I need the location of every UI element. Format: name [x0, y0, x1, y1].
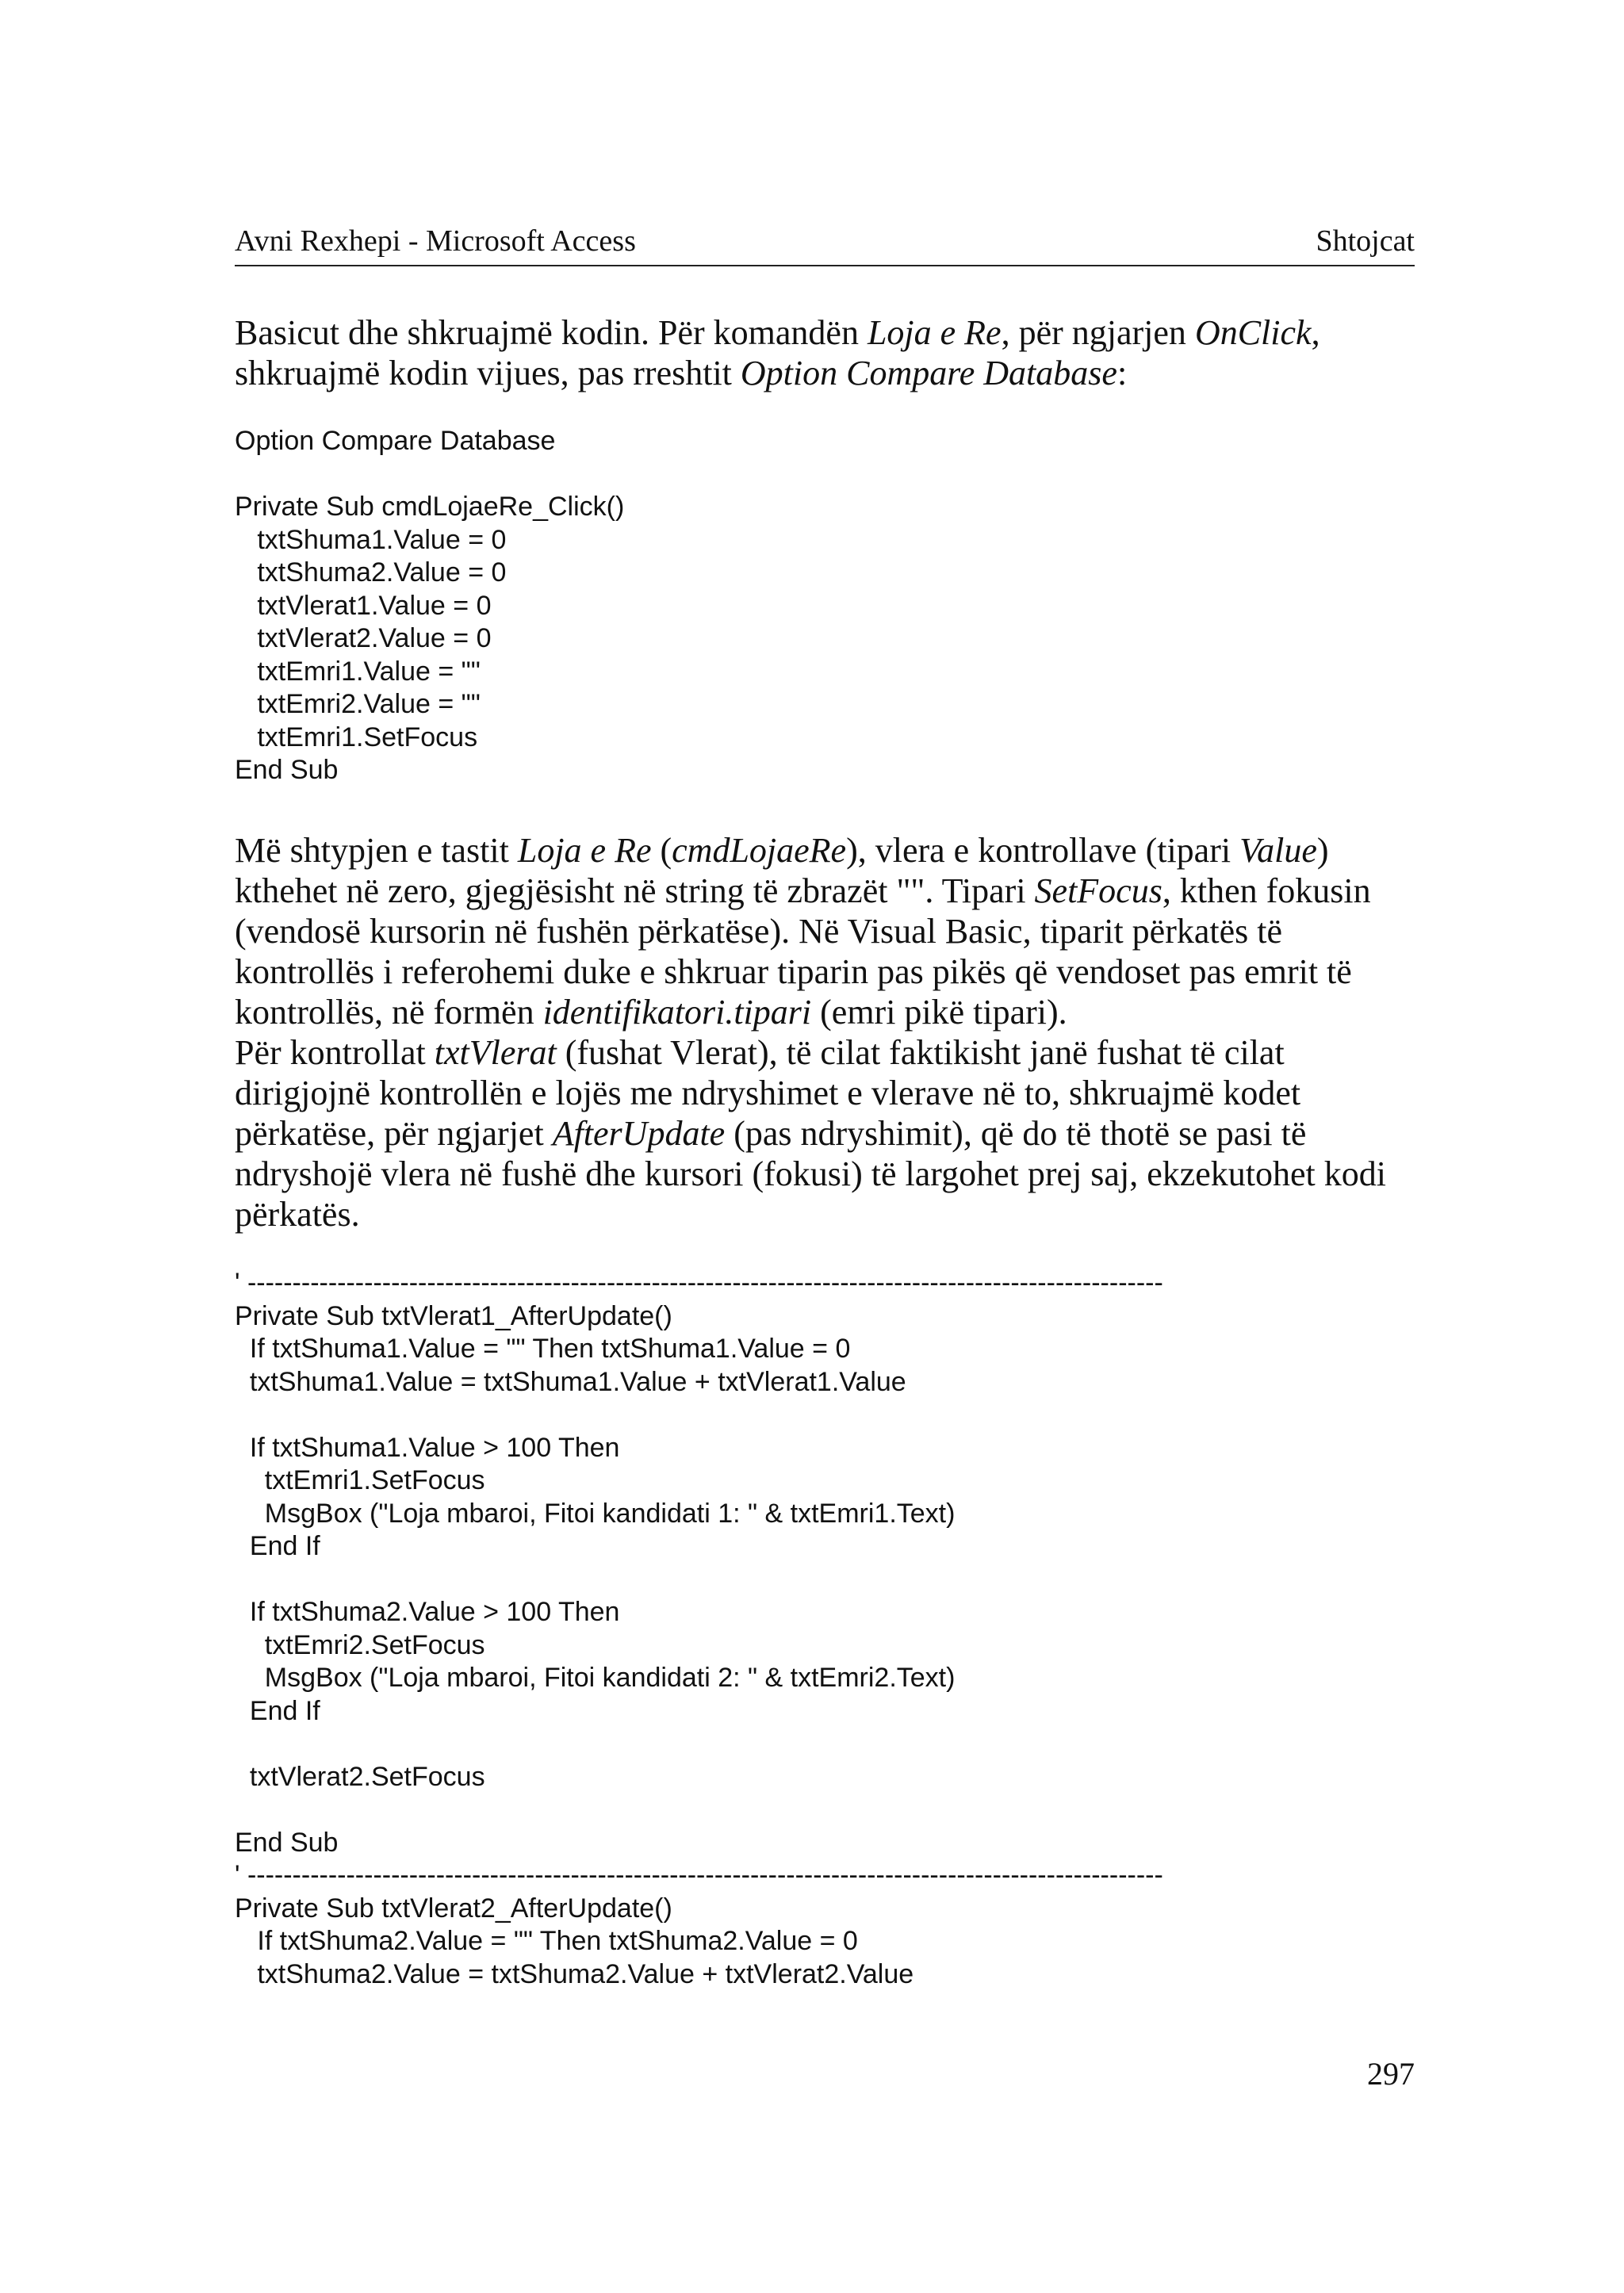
text-span: shkruajmë kodin vijues, pas rreshtit [235, 354, 741, 392]
text-span: , për ngjarjen [1001, 313, 1195, 352]
code-line: txtShuma1.Value = 0 [235, 524, 507, 555]
explanation-paragraph-1 [235, 830, 1424, 1032]
code-block-2 [235, 1267, 1424, 1991]
text-span: kthehet në zero, gjegjësisht në string të zbrazët "". Tipari [235, 871, 1035, 910]
code-line: txtEmri1.SetFocus [235, 1465, 485, 1495]
code-line [235, 1793, 1424, 1827]
code-line: ' ------------------------------------------------------------------------------------------------------ [235, 1268, 1163, 1298]
code-line: MsgBox ("Loja mbaroi, Fitoi kandidati 1: " & txtEmri1.Text) [235, 1498, 956, 1529]
code-line: Private Sub cmdLojaeRe_Click() [235, 492, 625, 522]
code-line: Private Sub txtVlerat1_AfterUpdate() [235, 1300, 672, 1331]
code-line: End Sub [235, 1827, 339, 1858]
italic-span: OnClick [1194, 313, 1312, 352]
code-block-1 [235, 425, 1424, 787]
text-span: (pas ndryshimit), që do të thotë se pasi të [725, 1114, 1307, 1153]
code-line: txtEmri2.Value = "" [235, 689, 481, 719]
code-line: If txtShuma2.Value = "" Then txtShuma2.Value = 0 [235, 1926, 858, 1956]
code-line: If txtShuma2.Value > 100 Then [235, 1597, 620, 1627]
text-span: përkatës. [235, 1195, 360, 1234]
text-span: (fushat Vlerat), të cilat faktikisht janë fushat të cilat [556, 1033, 1285, 1072]
text-span: , kthen fokusin [1162, 871, 1371, 910]
text-span: : [1116, 354, 1128, 392]
text-span: (emri pikë tipari). [811, 993, 1067, 1032]
text-span: ndryshojë vlera në fushë dhe kursori (fokusi) të largohet prej saj, ekzekutohet kodi [235, 1154, 1386, 1193]
italic-span: cmdLojaeRe [672, 831, 847, 870]
page-number: 297 [1367, 2056, 1415, 2092]
code-line: If txtShuma1.Value > 100 Then [235, 1432, 620, 1463]
code-line: If txtShuma1.Value = "" Then txtShuma1.Value = 0 [235, 1334, 851, 1364]
code-line [235, 1728, 1424, 1761]
code-line: txtShuma1.Value = txtShuma1.Value + txtVlerat1.Value [235, 1366, 906, 1397]
code-line: Private Sub txtVlerat2_AfterUpdate() [235, 1893, 672, 1924]
code-line [235, 458, 1424, 492]
code-line: End If [235, 1695, 320, 1726]
code-line: txtVlerat2.Value = 0 [235, 623, 492, 653]
italic-span: AfterUpdate [552, 1114, 726, 1153]
text-span: Më shtypjen e tastit [235, 831, 518, 870]
explanation-paragraph-2 [235, 1032, 1424, 1235]
italic-span: Loja e Re [517, 831, 652, 870]
italic-span: txtVlerat [434, 1033, 557, 1072]
header-section: Shtojcat [1316, 224, 1415, 258]
text-span: kontrollës, në formën [235, 993, 543, 1032]
code-line [235, 1399, 1424, 1432]
running-header [235, 224, 1415, 266]
code-line: txtEmri2.SetFocus [235, 1629, 485, 1660]
text-span: Basicut dhe shkruajmë kodin. Për komandën [235, 313, 868, 352]
code-line: txtVlerat1.Value = 0 [235, 590, 492, 621]
code-line: End If [235, 1531, 320, 1561]
code-line: Option Compare Database [235, 426, 556, 456]
italic-span: Value [1239, 831, 1317, 870]
text-span: ) [1316, 831, 1329, 870]
text-span: dirigjojnë kontrollën e lojës me ndryshimet e vlerave në to, shkruajmë kodet [235, 1074, 1301, 1112]
text-span: ), vlera e kontrollave (tipari [846, 831, 1240, 870]
code-line: MsgBox ("Loja mbaroi, Fitoi kandidati 2: " & txtEmri2.Text) [235, 1663, 956, 1693]
text-span: Për kontrollat [235, 1033, 435, 1072]
code-line [235, 1564, 1424, 1597]
text-span: (vendosë kursorin në fushën përkatëse). Në Visual Basic, tiparit përkatës të [235, 912, 1283, 951]
text-span: përkatëse, për ngjarjet [235, 1114, 553, 1153]
code-line: txtVlerat2.SetFocus [235, 1761, 485, 1792]
code-line: End Sub [235, 755, 339, 785]
code-line: txtShuma2.Value = txtShuma2.Value + txtVlerat2.Value [235, 1958, 914, 1989]
text-span: kontrollës i referohemi duke e shkruar tiparin pas pikës që vendoset pas emrit të [235, 952, 1352, 991]
code-line: ' ------------------------------------------------------------------------------------------------------ [235, 1860, 1163, 1890]
italic-span: Option Compare Database [740, 354, 1117, 392]
italic-span: SetFocus [1034, 871, 1162, 910]
italic-span: identifikatori.tipari [542, 993, 812, 1032]
intro-paragraph [235, 312, 1424, 393]
header-author-title: Avni Rexhepi - Microsoft Access [235, 224, 636, 258]
text-span: , [1311, 313, 1320, 352]
text-span: ( [651, 831, 672, 870]
code-line: txtEmri1.SetFocus [235, 722, 478, 752]
code-line: txtEmri1.Value = "" [235, 656, 481, 687]
code-line: txtShuma2.Value = 0 [235, 557, 507, 588]
italic-span: Loja e Re [867, 313, 1002, 352]
